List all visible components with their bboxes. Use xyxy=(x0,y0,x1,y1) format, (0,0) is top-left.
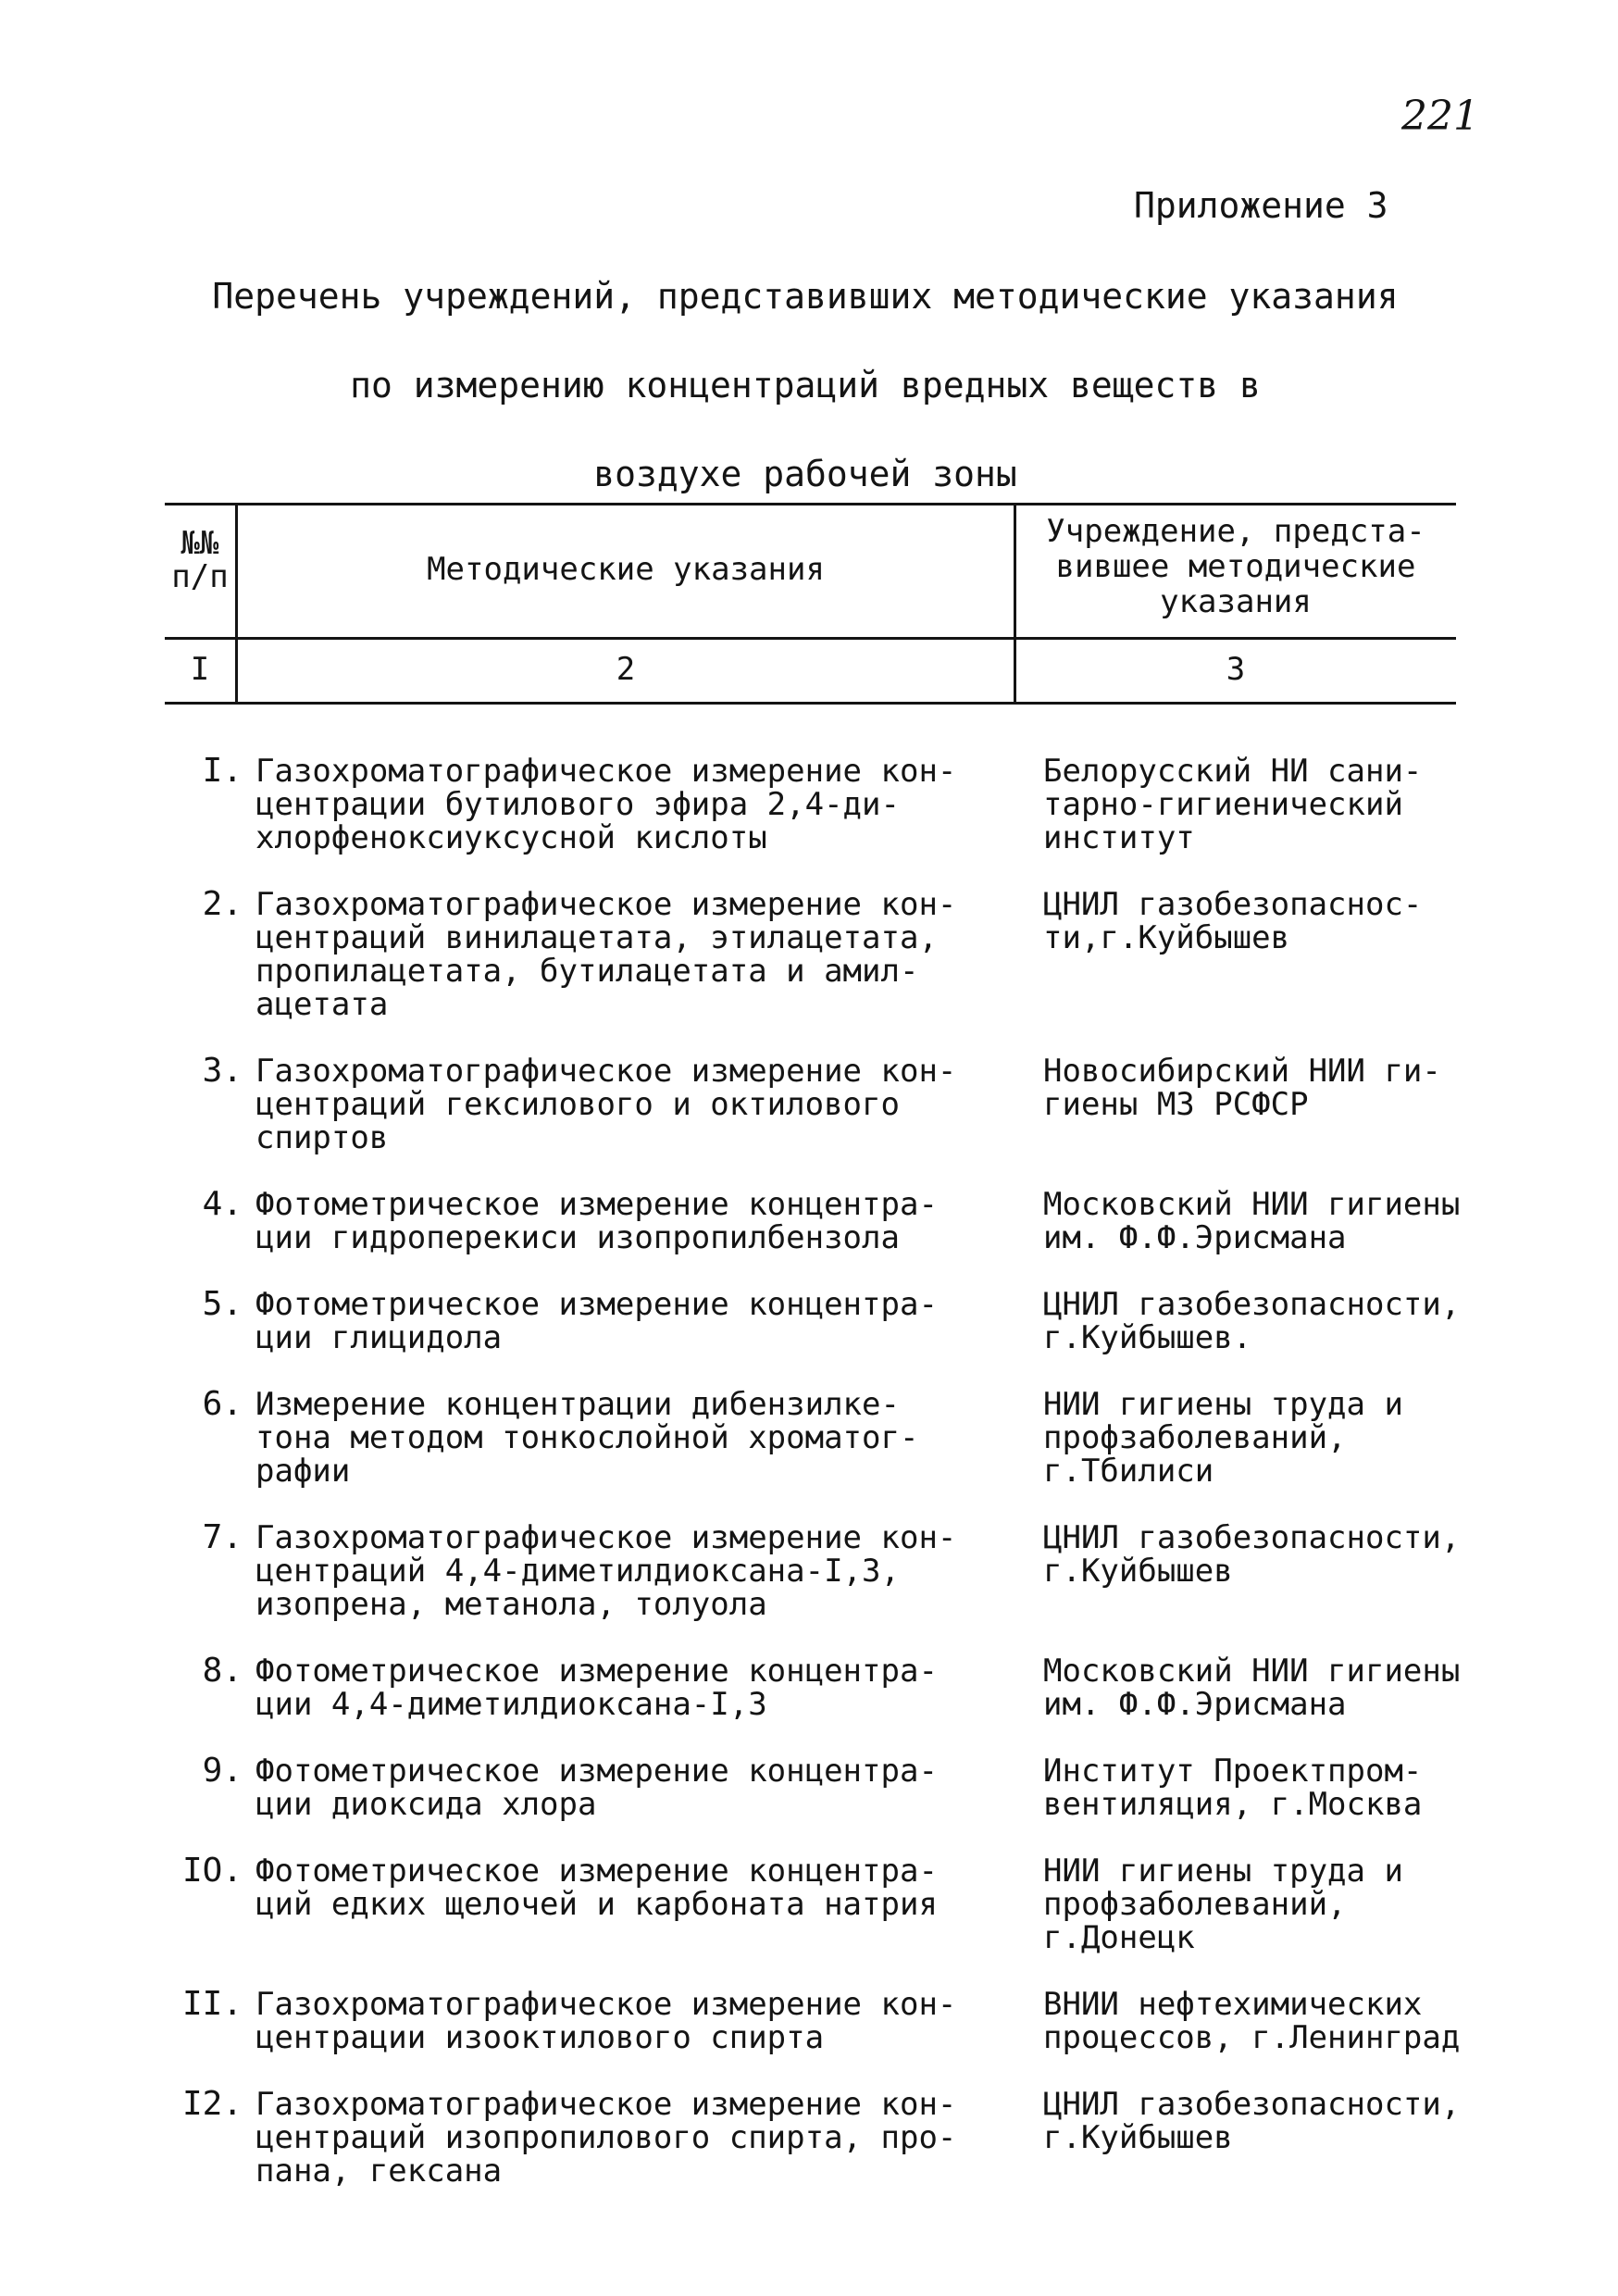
row-institution: Новосибирский НИИ ги- гиены МЗ РСФСР xyxy=(1043,1053,1441,1123)
table-header xyxy=(165,503,1456,705)
header-method: Методические указания xyxy=(427,551,825,588)
row-number: I2. xyxy=(181,2085,243,2123)
row-number: 7. xyxy=(202,1518,243,1556)
table-row xyxy=(139,1385,1490,1490)
table-row xyxy=(139,1754,1490,1821)
table-row xyxy=(139,885,1490,1023)
table-row xyxy=(139,1054,1490,1154)
table-row xyxy=(139,1985,1490,2056)
column-number-1: I xyxy=(190,651,210,688)
column-divider-2 xyxy=(1014,503,1016,705)
column-number-2: 2 xyxy=(616,651,636,688)
table-row xyxy=(139,1185,1490,1256)
table-row xyxy=(139,1285,1490,1356)
row-method: Фотометрическое измерение концентра- ций едких щелочей и карбоната натрия xyxy=(255,1853,938,1923)
table-row xyxy=(139,2085,1490,2190)
row-method: Фотометрическое измерение концентра- ции глицидола xyxy=(255,1286,938,1356)
row-institution: ЦНИЛ газобезопасности, г.Куйбышев xyxy=(1043,1519,1461,1590)
header-institution: Учреждение, предста- вившее методические указания xyxy=(1046,513,1425,620)
column-number-3: 3 xyxy=(1226,651,1246,688)
row-method: Газохроматографическое измерение кон- центраций винилацетата, этилацетата, пропилацетата, бутилацетата и амил- ацетата xyxy=(255,886,957,1023)
appendix-label: Приложение 3 xyxy=(1134,185,1388,226)
row-number: 9. xyxy=(202,1752,243,1790)
table-row xyxy=(139,752,1490,856)
row-institution: ЦНИЛ газобезопаснос- ти,г.Куйбышев xyxy=(1043,886,1423,956)
table-row xyxy=(139,1854,1490,1954)
row-method: Газохроматографическое измерение кон- центраций изопропилового спирта, про- пана, гексана xyxy=(255,2086,957,2190)
row-method: Газохроматографическое измерение кон- центрации бутилового эфира 2,4-ди- хлорфеноксиуксусной кислоты xyxy=(255,753,957,856)
row-number: 3. xyxy=(202,1052,243,1090)
row-method: Фотометрическое измерение концентра- ции гидроперекиси изопропилбензола xyxy=(255,1186,938,1256)
row-institution: Белорусский НИ сани- тарно-гигиенический институт xyxy=(1043,753,1423,856)
row-method: Газохроматографическое измерение кон- центраций 4,4-диметилдиоксана-I,3, изопрена, метанола, толуола xyxy=(255,1519,957,1623)
row-institution: Московский НИИ гигиены им. Ф.Ф.Эрисмана xyxy=(1043,1653,1461,1723)
table-body xyxy=(139,752,1490,2221)
title-line-2: по измерению концентраций вредных веществ в xyxy=(350,365,1261,406)
row-method: Фотометрическое измерение концентра- ции 4,4-диметилдиоксана-I,3 xyxy=(255,1653,938,1723)
header-mid-rule xyxy=(165,637,1456,640)
row-number: 6. xyxy=(202,1385,243,1423)
row-institution: ВНИИ нефтехимических процессов, г.Ленинград xyxy=(1043,1986,1461,2056)
row-method: Измерение концентрации дибензилке- тона методом тонкослойной хроматог- рафии xyxy=(255,1386,919,1490)
page-number: 221 xyxy=(1401,93,1479,140)
header-bottom-rule xyxy=(165,702,1456,705)
row-institution: НИИ гигиены труда и профзаболеваний, г.Тбилиси xyxy=(1043,1386,1403,1490)
row-institution: Институт Проектпром- вентиляция, г.Москва xyxy=(1043,1753,1423,1823)
row-institution: ЦНИЛ газобезопасности, г.Куйбышев xyxy=(1043,2086,1461,2156)
row-number: 4. xyxy=(202,1185,243,1223)
row-number: IO. xyxy=(181,1852,243,1890)
table-row xyxy=(139,1654,1490,1721)
row-institution: ЦНИЛ газобезопасности, г.Куйбышев. xyxy=(1043,1286,1461,1356)
title-line-1: Перечень учреждений, представивших методические указания xyxy=(212,276,1399,317)
title-line-3: воздухе рабочей зоны xyxy=(593,454,1017,494)
row-number: II. xyxy=(181,1985,243,2023)
row-institution: НИИ гигиены труда и профзаболеваний, г.Донецк xyxy=(1043,1853,1403,1956)
row-method: Фотометрическое измерение концентра- ции диоксида хлора xyxy=(255,1753,938,1823)
row-number: 8. xyxy=(202,1652,243,1690)
row-number: 5. xyxy=(202,1285,243,1323)
table-row xyxy=(139,1518,1490,1623)
row-number: 2. xyxy=(202,885,243,923)
row-number: I. xyxy=(202,752,243,790)
header-num: №№ п/п xyxy=(171,525,229,595)
header-top-rule xyxy=(165,503,1456,505)
row-method: Газохроматографическое измерение кон- центрации изооктилового спирта xyxy=(255,1986,957,2056)
document-title xyxy=(139,252,1472,518)
row-method: Газохроматографическое измерение кон- центраций гексилового и октилового спиртов xyxy=(255,1053,957,1156)
row-institution: Московский НИИ гигиены им. Ф.Ф.Эрисмана xyxy=(1043,1186,1461,1256)
